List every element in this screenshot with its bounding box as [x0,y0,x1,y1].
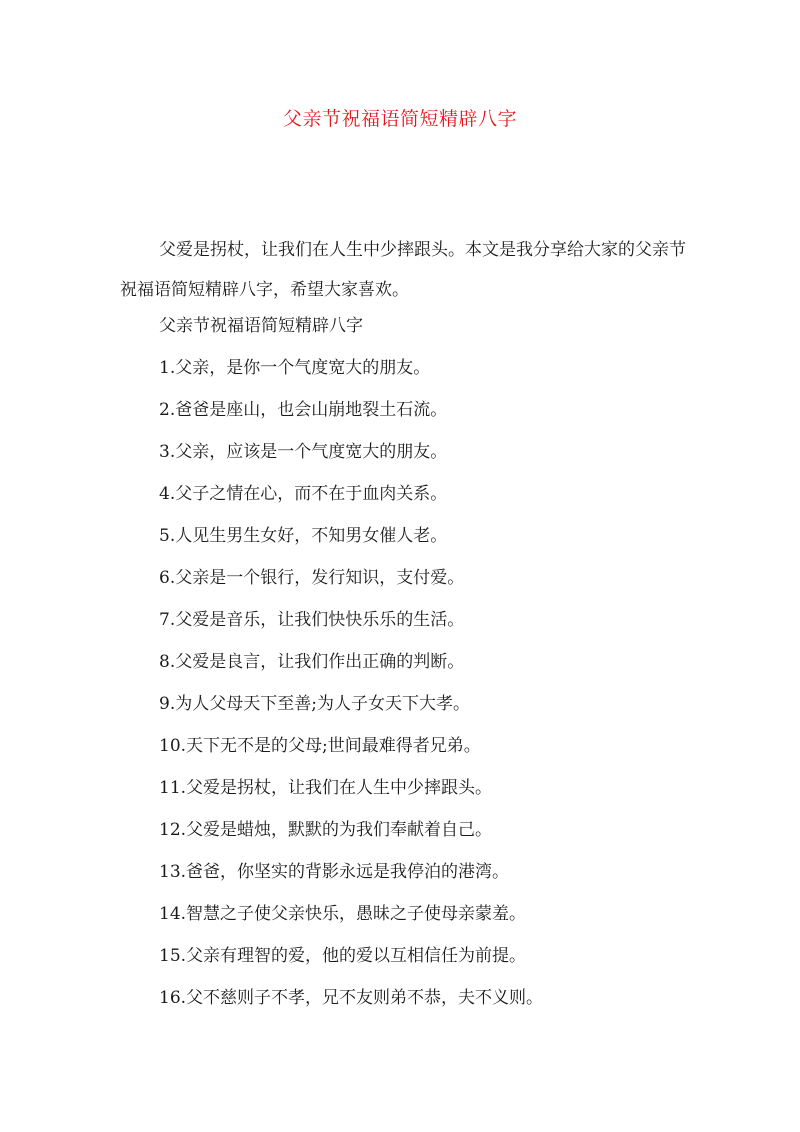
list-item: 5.人见生男生女好，不知男女催人老。 [159,526,448,546]
list-item: 1.父亲，是你一个气度宽大的朋友。 [159,358,431,378]
section-subheading: 父亲节祝福语简短精辟八字 [159,316,363,336]
list-item: 16.父不慈则子不孝，兄不友则弟不恭，夫不义则。 [159,988,544,1008]
blessing-list [159,354,543,1026]
list-item: 13.爸爸，你坚实的背影永远是我停泊的港湾。 [159,862,510,882]
page-title: 父亲节祝福语简短精辟八字 [282,108,517,130]
intro-paragraph: 父爱是拐杖，让我们在人生中少摔跟头。本文是我分享给大家的父亲节祝福语简短精辟八字，希望大家喜欢。 [120,240,686,300]
list-item: 12.父爱是蜡烛，默默的为我们奉献着自己。 [159,820,493,840]
list-item: 15.父亲有理智的爱，他的爱以互相信任为前提。 [159,946,527,966]
list-item: 7.父爱是音乐，让我们快快乐乐的生活。 [159,610,465,630]
list-item: 4.父子之情在心，而不在于血肉关系。 [159,484,448,504]
list-item: 10.天下无不是的父母;世间最难得者兄弟。 [159,736,481,756]
list-item: 14.智慧之子使父亲快乐，愚昧之子使母亲蒙羞。 [159,904,527,924]
list-item: 2.爸爸是座山，也会山崩地裂土石流。 [159,400,448,420]
list-item: 11.父爱是拐杖，让我们在人生中少摔跟头。 [159,778,493,798]
list-item: 6.父亲是一个银行，发行知识，支付爱。 [159,568,465,588]
list-item: 9.为人父母天下至善;为人子女天下大孝。 [159,694,470,714]
list-item: 8.父爱是良言，让我们作出正确的判断。 [159,652,465,672]
list-item: 3.父亲，应该是一个气度宽大的朋友。 [159,442,448,462]
